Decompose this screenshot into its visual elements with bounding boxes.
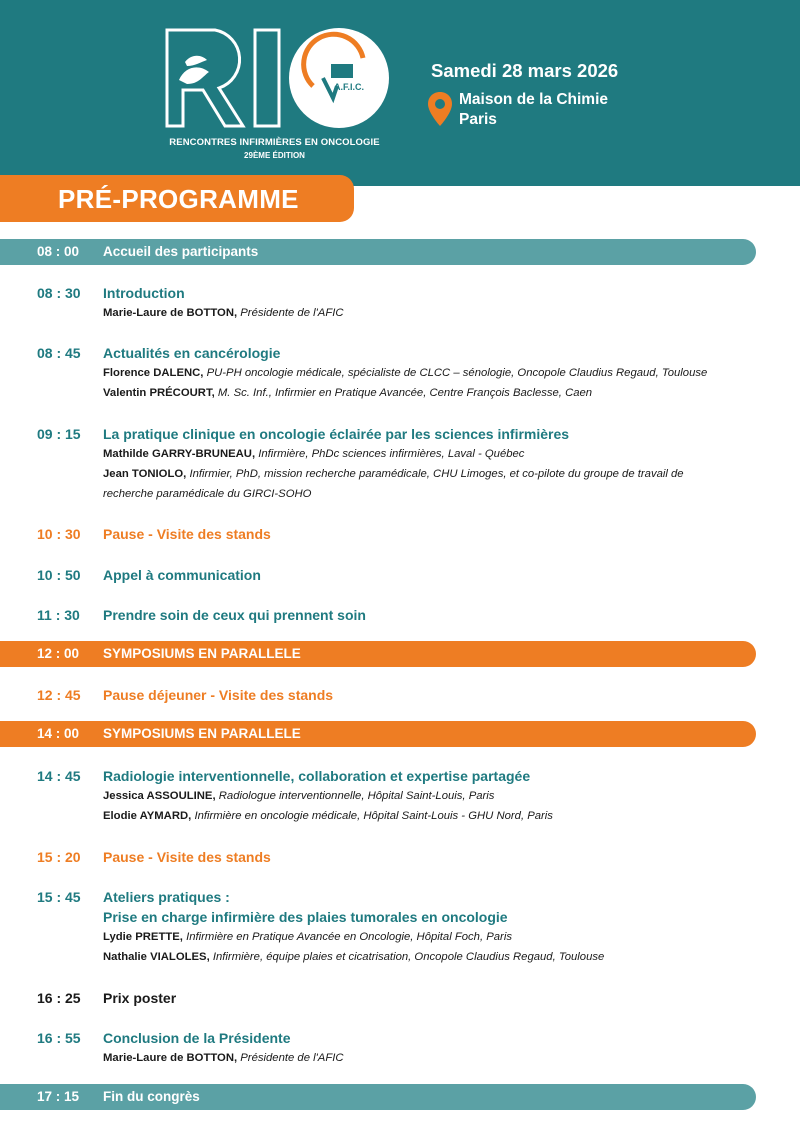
speaker-name: Mathilde GARRY-BRUNEAU,	[103, 448, 256, 460]
speaker	[103, 383, 793, 403]
speaker-role: Présidente de l'AFIC	[240, 1052, 344, 1064]
program-item-bar	[0, 1084, 756, 1110]
item-title: Appel à communication	[103, 567, 261, 583]
speaker	[103, 303, 793, 323]
item-time: 10 : 30	[37, 526, 81, 542]
item-title: Prix poster	[103, 990, 177, 1006]
speaker-name: Marie-Laure de BOTTON,	[103, 1052, 238, 1064]
item-time: 11 : 30	[37, 607, 80, 623]
location-pin-icon	[428, 92, 452, 126]
speaker	[103, 786, 793, 806]
item-title: Pause - Visite des stands	[103, 526, 271, 542]
speaker-name: Jean TONIOLO,	[103, 468, 187, 480]
item-time: 14 : 00	[37, 726, 80, 741]
speaker-role: Présidente de l'AFIC	[240, 307, 344, 319]
venue-name: Maison de la Chimie	[459, 91, 609, 108]
speaker	[103, 947, 793, 967]
speaker-role: Infirmier, PhD, mission recherche paramédicale, CHU Limoges, et co-pilote du groupe de travail de	[189, 468, 684, 480]
page-title: PRÉ-PROGRAMME	[58, 184, 299, 214]
item-time: 17 : 15	[37, 1089, 80, 1104]
item-title: Conclusion de la Présidente	[103, 1030, 291, 1046]
item-time: 08 : 45	[37, 345, 81, 361]
speaker	[103, 444, 793, 464]
speaker	[103, 927, 793, 947]
speaker-role: M. Sc. Inf., Infirmier en Pratique Avancée, Centre François Baclesse, Caen	[217, 387, 593, 399]
item-time: 08 : 00	[37, 244, 80, 259]
afic-badge: A.F.I.C.	[333, 82, 365, 92]
speaker	[103, 806, 793, 826]
logo-subtitle: RENCONTRES INFIRMIÈRES EN ONCOLOGIE	[169, 137, 380, 148]
item-time: 15 : 45	[37, 889, 81, 905]
program-item-bar	[0, 721, 756, 747]
speaker	[103, 464, 793, 484]
item-title: SYMPOSIUMS EN PARALLELE	[103, 726, 301, 741]
item-time: 16 : 25	[37, 990, 81, 1006]
speaker-name: Elodie AYMARD,	[103, 810, 192, 822]
item-time: 16 : 55	[37, 1030, 81, 1046]
item-time: 08 : 30	[37, 285, 81, 301]
speaker-name: Valentin PRÉCOURT,	[103, 387, 215, 399]
item-time: 10 : 50	[37, 567, 81, 583]
item-time: 12 : 00	[37, 646, 80, 661]
item-title: Actualités en cancérologie	[103, 345, 281, 361]
item-time: 15 : 20	[37, 849, 81, 865]
venue-city: Paris	[459, 111, 497, 128]
speaker-role: Infirmière en oncologie médicale, Hôpital Saint-Louis - GHU Nord, Paris	[194, 810, 553, 822]
item-title: Ateliers pratiques :	[103, 889, 230, 905]
item-subtitle: Prise en charge infirmière des plaies tumorales en oncologie	[103, 909, 508, 925]
item-time: 09 : 15	[37, 426, 81, 442]
program-item-bar	[0, 239, 756, 265]
speaker-role: Infirmière en Pratique Avancée en Oncologie, Hôpital Foch, Paris	[186, 931, 512, 943]
title-banner	[0, 175, 354, 222]
speaker-name: Jessica ASSOULINE,	[103, 790, 216, 802]
speaker-name: Marie-Laure de BOTTON,	[103, 307, 238, 319]
program-item-bar	[0, 641, 756, 667]
item-title: Accueil des participants	[103, 244, 259, 259]
speaker-role: Radiologue interventionnelle, Hôpital Saint-Louis, Paris	[218, 790, 495, 802]
item-title: Prendre soin de ceux qui prennent soin	[103, 607, 366, 623]
speaker-name: Nathalie VIALOLES,	[103, 951, 210, 963]
speaker-role: recherche paramédicale du GIRCI-SOHO	[103, 488, 312, 500]
speaker-name: Florence DALENC,	[103, 367, 204, 379]
speaker-role: Infirmière, PhDc sciences infirmières, Laval - Québec	[258, 448, 525, 460]
speaker-role: Infirmière, équipe plaies et cicatrisation, Oncopole Claudius Regaud, Toulouse	[212, 951, 605, 963]
event-date: Samedi 28 mars 2026	[431, 60, 619, 81]
speaker	[103, 1048, 793, 1068]
item-time: 14 : 45	[37, 768, 81, 784]
item-title: Radiologie interventionnelle, collaboration et expertise partagée	[103, 768, 531, 784]
header	[0, 0, 800, 186]
speaker-continued	[103, 484, 793, 504]
edition-label: 29ÈME ÉDITION	[244, 151, 305, 160]
venue	[459, 90, 608, 130]
speaker-role: PU-PH oncologie médicale, spécialiste de CLCC – sénologie, Oncopole Claudius Regaud, Toulouse	[206, 367, 708, 379]
item-title: SYMPOSIUMS EN PARALLELE	[103, 646, 301, 661]
item-title: Fin du congrès	[103, 1089, 200, 1104]
item-title: La pratique clinique en oncologie éclairée par les sciences infirmières	[103, 426, 570, 442]
item-time: 12 : 45	[37, 687, 81, 703]
item-title: Pause - Visite des stands	[103, 849, 271, 865]
item-title: Pause déjeuner - Visite des stands	[103, 687, 334, 703]
speaker	[103, 363, 793, 383]
speaker-name: Lydie PRETTE,	[103, 931, 183, 943]
item-title: Introduction	[103, 285, 185, 301]
rio-logo	[163, 26, 393, 130]
